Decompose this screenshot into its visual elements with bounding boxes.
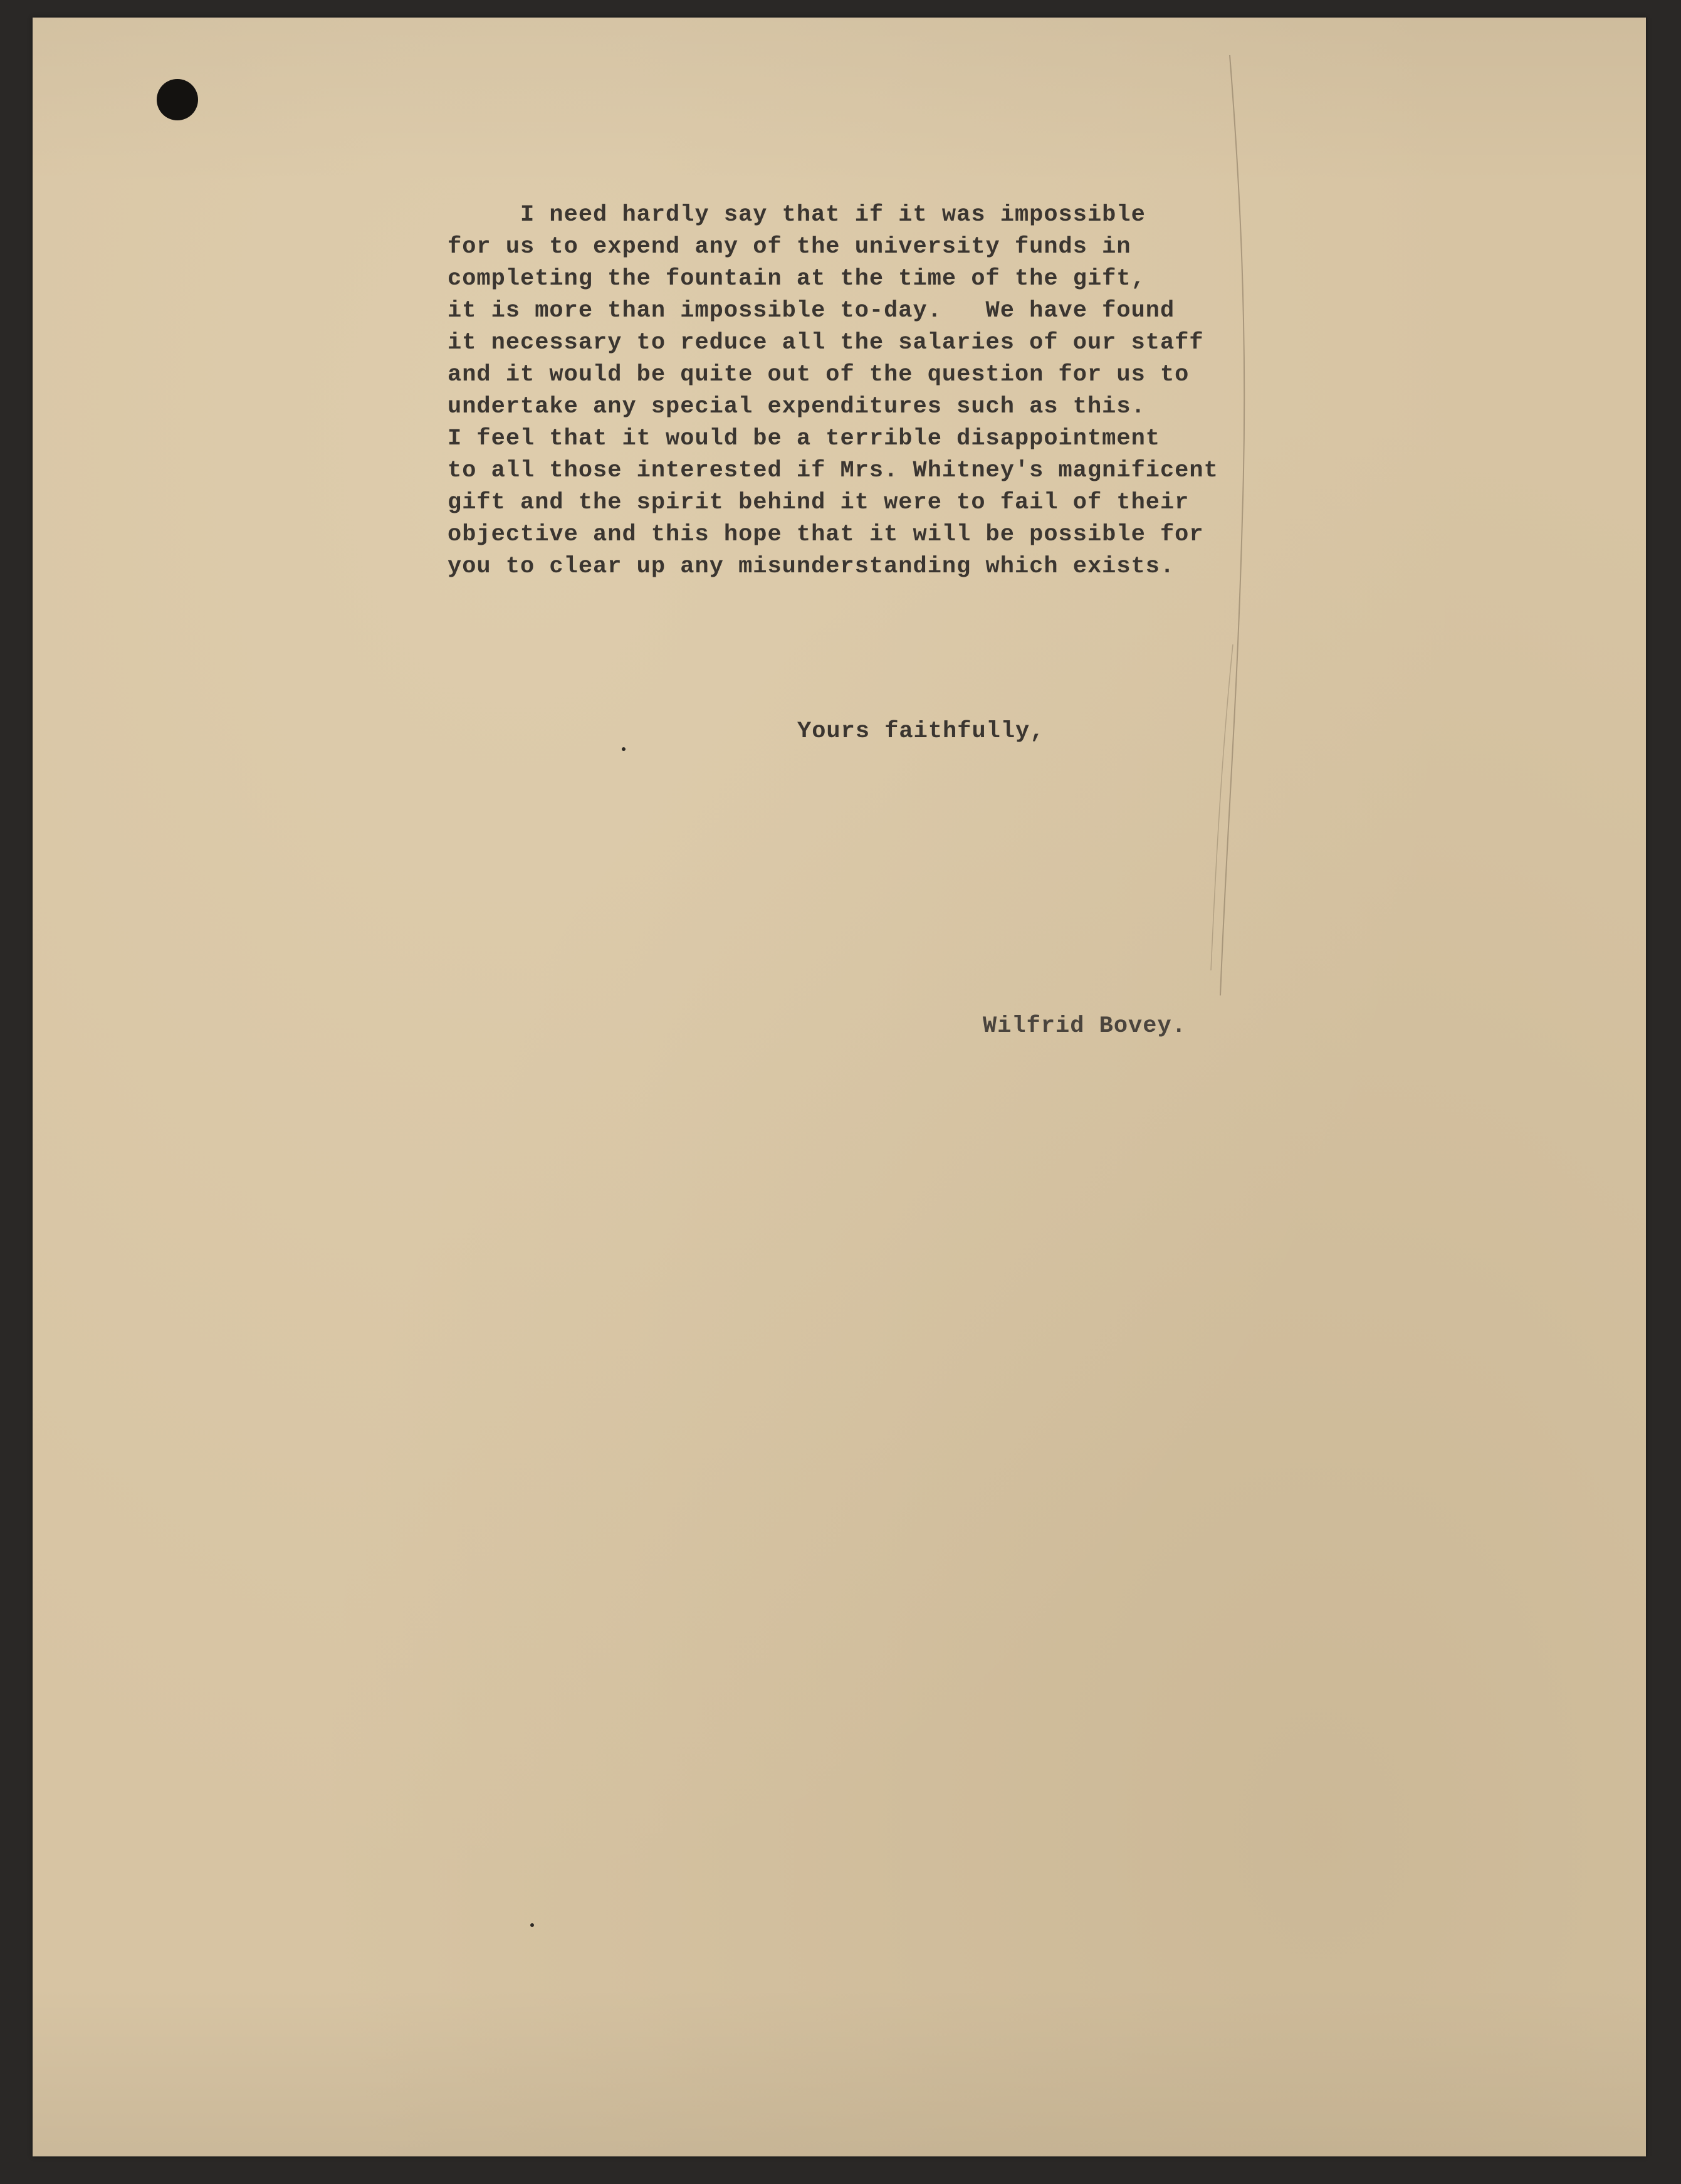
ink-speck	[622, 747, 626, 751]
punch-hole	[157, 79, 198, 120]
body-line: it necessary to reduce all the salaries of our staff	[448, 330, 1204, 356]
body-line: and it would be quite out of the question for us to	[448, 362, 1190, 388]
signature-name: Wilfrid Bovey.	[983, 1013, 1186, 1039]
letter-sheet	[33, 18, 1646, 2156]
body-line: I need hardly say that if it was impossible	[448, 202, 1146, 228]
body-line: undertake any special expenditures such as this.	[448, 394, 1146, 420]
letter-body	[448, 199, 1350, 583]
complimentary-close: Yours faithfully,	[797, 718, 1045, 745]
body-line: I feel that it would be a terrible disappointment	[448, 426, 1160, 452]
body-line: you to clear up any misunderstanding which exists.	[448, 554, 1175, 580]
body-line: objective and this hope that it will be possible for	[448, 522, 1204, 548]
body-line: it is more than impossible to-day. We have found	[448, 298, 1175, 324]
body-line: to all those interested if Mrs. Whitney's magnificent	[448, 458, 1218, 484]
body-line: completing the fountain at the time of the gift,	[448, 266, 1146, 292]
ink-speck	[530, 1923, 534, 1927]
body-line: gift and the spirit behind it were to fail of their	[448, 490, 1190, 516]
body-line: for us to expend any of the university funds in	[448, 234, 1131, 260]
